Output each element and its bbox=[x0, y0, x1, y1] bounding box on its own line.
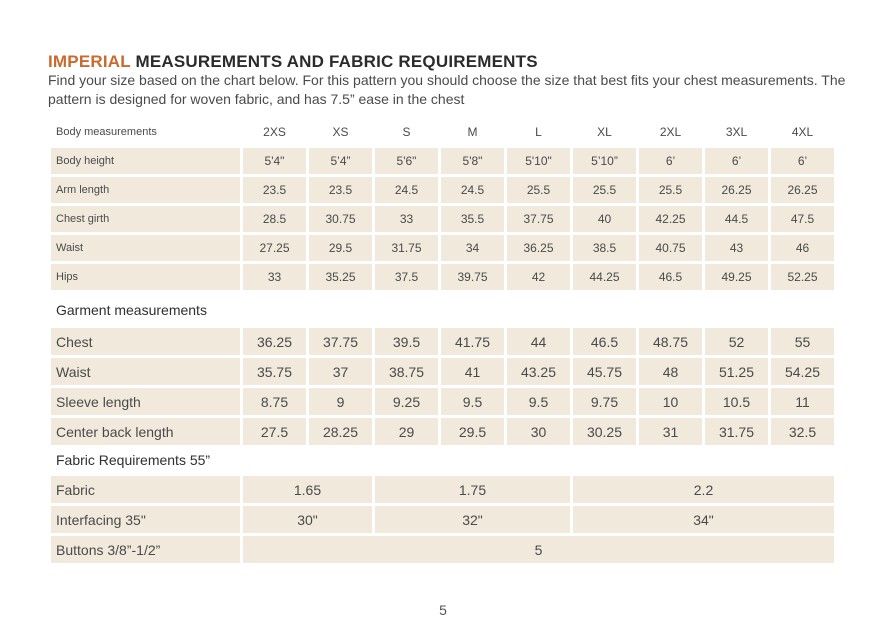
size-header-cell: 4XL bbox=[791, 125, 814, 139]
table-cell: 29.5 bbox=[441, 418, 504, 445]
table-cell: 23.5 bbox=[243, 177, 306, 203]
garment-section-title: Garment measurements bbox=[56, 302, 207, 318]
page-number: 5 bbox=[439, 602, 447, 618]
buttons-value-cell: 5 bbox=[243, 536, 834, 563]
row-label-cell: Waist bbox=[51, 235, 240, 261]
header-label-cell: Body measurements bbox=[56, 126, 157, 138]
table-cell: 41 bbox=[441, 358, 504, 385]
table-cell: 43 bbox=[705, 235, 768, 261]
table-cell: 45.75 bbox=[573, 358, 636, 385]
buttons-row bbox=[51, 536, 834, 563]
table-cell: 37.5 bbox=[375, 264, 438, 290]
row-label-cell: Center back length bbox=[51, 418, 240, 445]
table-cell: 49.25 bbox=[705, 264, 768, 290]
row-label-cell: Waist bbox=[51, 358, 240, 385]
table-cell: 36.25 bbox=[507, 235, 570, 261]
table-cell: 9.5 bbox=[441, 388, 504, 415]
size-header-cell: XS bbox=[332, 125, 349, 139]
table-cell: 10.5 bbox=[705, 388, 768, 415]
table-cell: 51.25 bbox=[705, 358, 768, 385]
fabric-requirements-table bbox=[48, 473, 837, 566]
fabric-label: Fabric bbox=[51, 476, 240, 503]
table-cell: 9.25 bbox=[375, 388, 438, 415]
fabric-value-cell: 1.75 bbox=[375, 476, 570, 503]
table-cell: 48 bbox=[639, 358, 702, 385]
row-label-cell: Sleeve length bbox=[51, 388, 240, 415]
table-cell: 44 bbox=[507, 328, 570, 355]
fabric-value-cell: 1.65 bbox=[243, 476, 372, 503]
table-cell: 42.25 bbox=[639, 206, 702, 232]
table-cell: 9 bbox=[309, 388, 372, 415]
table-row bbox=[51, 418, 834, 445]
row-label-cell: Hips bbox=[51, 264, 240, 290]
title-rest: MEASUREMENTS AND FABRIC REQUIREMENTS bbox=[130, 52, 538, 71]
fabric-value-cell: 2.2 bbox=[573, 476, 834, 503]
table-cell: 25.5 bbox=[573, 177, 636, 203]
table-cell: 5'8" bbox=[441, 148, 504, 174]
table-cell: 36.25 bbox=[243, 328, 306, 355]
table-cell: 40 bbox=[573, 206, 636, 232]
table-cell: 55 bbox=[771, 328, 834, 355]
table-cell: 35.5 bbox=[441, 206, 504, 232]
table-cell: 38.5 bbox=[573, 235, 636, 261]
table-cell: 54.25 bbox=[771, 358, 834, 385]
table-row bbox=[51, 388, 834, 415]
table-cell: 5'6" bbox=[375, 148, 438, 174]
table-row bbox=[51, 358, 834, 385]
table-cell: 31.75 bbox=[705, 418, 768, 445]
interfacing-label: Interfacing 35" bbox=[51, 506, 240, 533]
table-cell: 39.5 bbox=[375, 328, 438, 355]
table-cell: 38.75 bbox=[375, 358, 438, 385]
table-row bbox=[51, 235, 834, 261]
table-cell: 27.5 bbox=[243, 418, 306, 445]
table-cell: 25.5 bbox=[507, 177, 570, 203]
row-label-cell: Arm length bbox=[51, 177, 240, 203]
table-cell: 28.25 bbox=[309, 418, 372, 445]
table-cell: 24.5 bbox=[375, 177, 438, 203]
table-cell: 6’ bbox=[771, 148, 834, 174]
table-cell: 29 bbox=[375, 418, 438, 445]
size-header-cell: S bbox=[402, 125, 411, 139]
table-row bbox=[51, 264, 834, 290]
table-cell: 37.75 bbox=[309, 328, 372, 355]
table-cell: 5'4" bbox=[243, 148, 306, 174]
table-cell: 37 bbox=[309, 358, 372, 385]
table-cell: 33 bbox=[243, 264, 306, 290]
table-cell: 37.75 bbox=[507, 206, 570, 232]
table-cell: 46 bbox=[771, 235, 834, 261]
interfacing-value-cell: 30" bbox=[243, 506, 372, 533]
table-cell: 43.25 bbox=[507, 358, 570, 385]
table-cell: 30.75 bbox=[309, 206, 372, 232]
table-cell: 52 bbox=[705, 328, 768, 355]
table-row bbox=[51, 206, 834, 232]
table-cell: 44.25 bbox=[573, 264, 636, 290]
table-cell: 39.75 bbox=[441, 264, 504, 290]
table-cell: 23.5 bbox=[309, 177, 372, 203]
page-title bbox=[48, 52, 538, 72]
size-header-cell: 3XL bbox=[725, 125, 748, 139]
table-cell: 5’4” bbox=[309, 148, 372, 174]
table-cell: 9.75 bbox=[573, 388, 636, 415]
interfacing-value-cell: 32" bbox=[375, 506, 570, 533]
size-header-cell: 2XL bbox=[659, 125, 682, 139]
row-label-cell: Body height bbox=[51, 148, 240, 174]
table-cell: 26.25 bbox=[771, 177, 834, 203]
table-cell: 41.75 bbox=[441, 328, 504, 355]
table-cell: 24.5 bbox=[441, 177, 504, 203]
table-cell: 8.75 bbox=[243, 388, 306, 415]
table-header-row bbox=[51, 119, 834, 145]
table-cell: 25.5 bbox=[639, 177, 702, 203]
fabric-section-title: Fabric Requirements 55” bbox=[56, 452, 211, 468]
table-cell: 42 bbox=[507, 264, 570, 290]
table-cell: 6’ bbox=[639, 148, 702, 174]
table-cell: 29.5 bbox=[309, 235, 372, 261]
fabric-row bbox=[51, 476, 834, 503]
table-row bbox=[51, 328, 834, 355]
table-cell: 6’ bbox=[705, 148, 768, 174]
size-header-cell: L bbox=[535, 125, 542, 139]
row-label-cell: Chest bbox=[51, 328, 240, 355]
table-cell: 5'10" bbox=[507, 148, 570, 174]
table-cell: 48.75 bbox=[639, 328, 702, 355]
table-cell: 46.5 bbox=[573, 328, 636, 355]
garment-measurements-table bbox=[48, 325, 837, 448]
body-measurements-table bbox=[48, 116, 837, 293]
buttons-label: Buttons 3/8”-1/2” bbox=[51, 536, 240, 563]
table-cell: 11 bbox=[771, 388, 834, 415]
table-cell: 30.25 bbox=[573, 418, 636, 445]
table-cell: 28.5 bbox=[243, 206, 306, 232]
table-cell: 5’10” bbox=[573, 148, 636, 174]
size-header-cell: M bbox=[467, 125, 478, 139]
title-accent: IMPERIAL bbox=[48, 52, 131, 71]
size-header-cell: XL bbox=[597, 125, 612, 139]
table-cell: 44.5 bbox=[705, 206, 768, 232]
table-cell: 9.5 bbox=[507, 388, 570, 415]
table-cell: 26.25 bbox=[705, 177, 768, 203]
table-cell: 40.75 bbox=[639, 235, 702, 261]
intro-text: Find your size based on the chart below. For this pattern you should choose the size that best fits your chest measurements. The pattern is designed for woven fabric, and has 7.5” ease in the chest bbox=[48, 72, 846, 107]
table-cell: 33 bbox=[375, 206, 438, 232]
row-label-cell: Chest girth bbox=[51, 206, 240, 232]
table-cell: 31.75 bbox=[375, 235, 438, 261]
table-cell: 10 bbox=[639, 388, 702, 415]
table-cell: 35.25 bbox=[309, 264, 372, 290]
interfacing-value-cell: 34" bbox=[573, 506, 834, 533]
table-cell: 46.5 bbox=[639, 264, 702, 290]
table-cell: 27.25 bbox=[243, 235, 306, 261]
table-row bbox=[51, 177, 834, 203]
table-cell: 32.5 bbox=[771, 418, 834, 445]
table-cell: 30 bbox=[507, 418, 570, 445]
table-cell: 31 bbox=[639, 418, 702, 445]
size-header-cell: 2XS bbox=[263, 125, 286, 139]
table-cell: 52.25 bbox=[771, 264, 834, 290]
table-row bbox=[51, 148, 834, 174]
table-cell: 47.5 bbox=[771, 206, 834, 232]
table-cell: 34 bbox=[441, 235, 504, 261]
interfacing-row bbox=[51, 506, 834, 533]
table-cell: 35.75 bbox=[243, 358, 306, 385]
